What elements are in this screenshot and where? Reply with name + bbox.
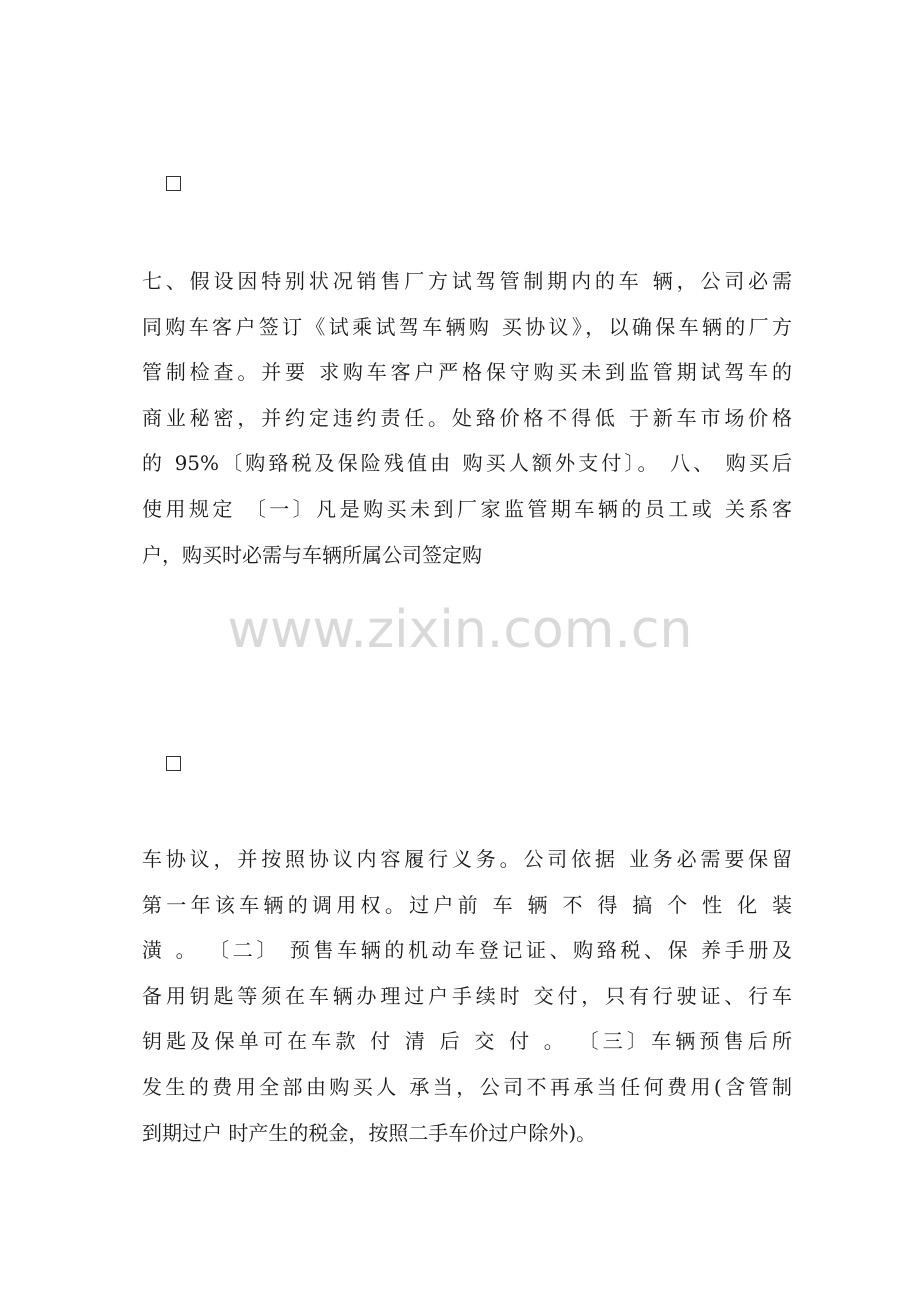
text-line: 备用钥匙等须在车辆办理过户手续时 交付，只有行驶证、行车 [142,983,792,1008]
watermark: www.zixin.com.cn [227,600,693,660]
checkbox-placeholder-icon [166,176,181,191]
text-line: 发生的费用全部由购买人 承当，公司不再承当任何费用(含管制 [142,1074,792,1099]
text-line: 商业秘密，并约定违约责任。处臵价格不得低 于新车市场价格 [142,405,792,430]
text-line: 的 95%〔购臵税及保险残值由 购买人额外支付〕。 八、 购买后 [142,451,792,476]
paragraph-section-2 [142,837,792,1156]
text-line: 七、假设因特别状况销售厂方试驾管制期内的车 辆，公司必需 [142,269,792,293]
text-line: 车协议，并按照协议内容履行义务。公司依据 业务必需要保留 [142,847,792,871]
text-line: 潢 。 〔二〕 预售车辆的机动车登记证、购臵税、保 养手册及 [142,938,792,963]
paragraph-section-1 [142,259,792,578]
text-line: 第一年该车辆的调用权。过户前 车 辆 不 得 搞 个 性 化 装 [142,892,792,917]
text-line: 户，购买时必需与车辆所属公司签定购 [142,542,482,567]
text-line: 到期过户 时产生的税金，按照二手车价过户除外)。 [142,1120,597,1145]
checkbox-placeholder-icon [166,756,181,771]
text-line: 使用规定 〔一〕凡是购买未到厂家监管期车辆的员工或 关系客 [142,496,792,521]
text-line: 同购车客户签订《试乘试驾车辆购 买协议》，以确保车辆的厂方 [142,314,792,339]
text-line: 钥匙及保单可在车款 付 清 后 交 付 。 〔三〕车辆预售后所 [142,1029,792,1054]
text-line: 管制检查。并要 求购车客户严格保守购买未到监管期试驾车的 [142,360,792,385]
